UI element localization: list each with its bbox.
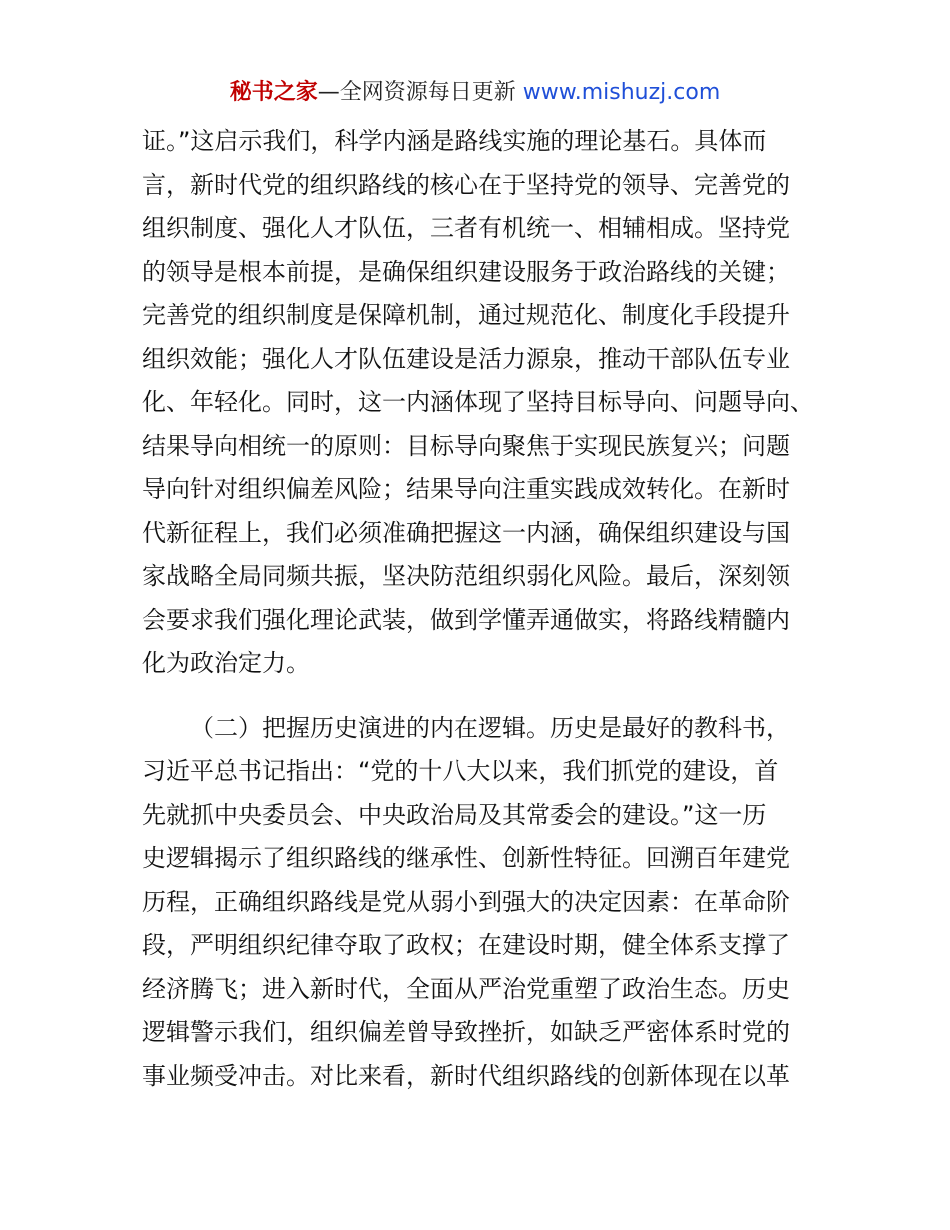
site-url-link[interactable]: www.mishuzj.com	[522, 80, 721, 105]
text-line: 逻辑警示我们，组织偏差曾导致挫折，如缺乏严密体系时党的	[142, 1018, 790, 1046]
text-line: 家战略全局同频共振，坚决防范组织弱化风险。最后，深刻领	[142, 562, 790, 590]
paragraph-1	[142, 120, 814, 686]
document-body	[142, 120, 814, 1098]
brand-name: 秘书之家	[229, 80, 318, 105]
text-line: 化为政治定力。	[142, 649, 310, 677]
text-line: 导向针对组织偏差风险；结果导向注重实践成效转化。在新时	[142, 475, 790, 503]
text-line: 化、年轻化。同时，这一内涵体现了坚持目标导向、问题导向、	[142, 388, 814, 416]
text-line: 习近平总书记指出：“党的十八大以来，我们抓党的建设，首	[142, 757, 779, 785]
text-line: 会要求我们强化理论武装，做到学懂弄通做实，将路线精髓内	[142, 605, 790, 634]
header-tagline: —全网资源每日更新	[317, 80, 516, 105]
paragraph-2	[142, 707, 810, 1099]
paragraph-gap	[142, 686, 810, 707]
text-line: 代新征程上，我们必须准确把握这一内涵，确保组织建设与国	[142, 518, 790, 547]
text-line: 的领导是根本前提，是确保组织建设服务于政治路线的关键；	[142, 257, 790, 286]
text-line: 史逻辑揭示了组织路线的继承性、创新性特征。回溯百年建党	[142, 844, 790, 872]
text-line: 组织制度、强化人才队伍，三者有机统一、相辅相成。坚持党	[142, 214, 790, 242]
text-line: 证。”这启示我们，科学内涵是路线实施的理论基石。具体而	[142, 127, 767, 155]
text-line-indented: （二）把握历史演进的内在逻辑。历史是最好的教科书，	[190, 713, 790, 742]
page-header	[0, 78, 950, 108]
text-line: 事业频受冲击。对比来看，新时代组织路线的创新体现在以革	[142, 1061, 790, 1090]
text-line: 段，严明组织纪律夺取了政权；在建设时期，健全体系支撑了	[142, 931, 790, 959]
text-line: 言，新时代党的组织路线的核心在于坚持党的领导、完善党的	[142, 170, 790, 199]
text-line: 结果导向相统一的原则：目标导向聚焦于实现民族复兴；问题	[142, 431, 790, 460]
text-line: 组织效能；强化人才队伍建设是活力源泉，推动干部队伍专业	[142, 344, 790, 373]
text-line: 经济腾飞；进入新时代，全面从严治党重塑了政治生态。历史	[142, 974, 790, 1003]
text-line: 完善党的组织制度是保障机制，通过规范化、制度化手段提升	[142, 301, 790, 329]
text-line: 先就抓中央委员会、中央政治局及其常委会的建设。”这一历	[142, 800, 767, 829]
text-line: 历程，正确组织路线是党从弱小到强大的决定因素：在革命阶	[142, 887, 790, 916]
